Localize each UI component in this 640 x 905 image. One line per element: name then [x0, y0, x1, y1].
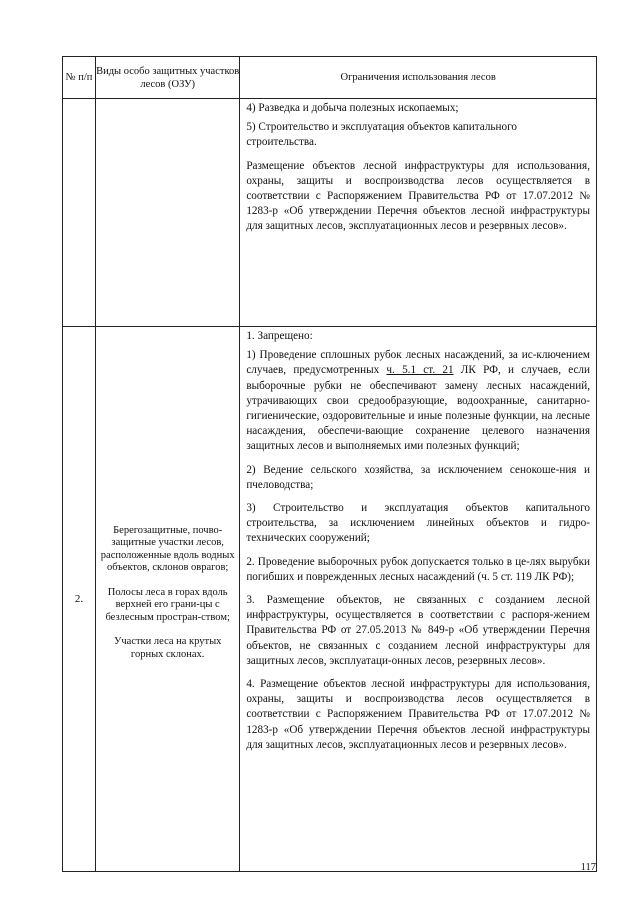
header-num: № п/п	[63, 57, 96, 99]
row2-num: 2.	[63, 327, 96, 872]
restriction-text: 1) Проведение сплошных рубок лесных насаждений, за ис-ключением случаев, предусмотренных	[246, 349, 590, 377]
restriction-text: ЛК РФ, и случаев, если выборочные рубки не обеспечивают замену лесных насаждений, утрачивающих свои средообразующие, водоохранные, санитарно-гигиенические, оздоровительные и иные полезные функции, на лесные насаждения, обеспечи-вающие сохранение целевого назначения защитных лесов и выполняемых ими полезных функций;	[246, 364, 591, 453]
zone-kind: Берегозащитные, почво-защитные участки лесов, расположенные вдоль водных объектов, склонов оврагов;	[100, 524, 235, 574]
restriction-item: 3) Строительство и эксплуатация объектов капитального строительства, за исключением линейных объектов и гидро-технических сооружений;	[246, 502, 590, 545]
restriction-item: 4) Разведка и добыча полезных ископаемых;	[246, 102, 459, 114]
restriction-item: 3. Размещение объектов, не связанных с созданием лесной инфраструктуры, осуществляется в соответствии с распоря-жением Правительства РФ от 27.05.2013 № 849-р «Об утверждении Перечня объектов, не связанных с созданием лесной инфраструктуры для защитных лесов, эксплуатаци-онных лесов, резервных лесов».	[246, 594, 590, 667]
restriction-item: 4. Размещение объектов лесной инфраструктуры для использования, охраны, защиты и воспроизводства лесов осуществляется в соответствии с Распоряжением Правительства РФ от 17.07.2012 № 1283-р «Об утверждении Перечня объектов лесной инфраструктуры для защитных лесов, эксплуатационных лесов и резервных лесов».	[246, 678, 590, 751]
table-row	[63, 99, 597, 327]
row1-num-cell	[63, 99, 96, 327]
zone-kind: Участки леса на крутых горных склонах.	[113, 636, 222, 660]
restriction-item: 2. Проведение выборочных рубок допускается только в це-лях вырубки погибших и поврежденных лесных насаждений (ч. 5 ст. 119 ЛК РФ);	[246, 555, 590, 583]
header-restrictions: Ограничения использования лесов	[240, 57, 597, 99]
row2-restrictions-cell	[240, 327, 597, 872]
row2-kinds-cell	[96, 327, 240, 872]
row1-restrictions-cell	[240, 99, 597, 327]
restriction-item	[246, 348, 590, 454]
restriction-item: 2) Ведение сельского хозяйства, за исключением сенокоше-ния и пчеловодства;	[246, 463, 590, 491]
restriction-item: 5) Строительство и эксплуатация объектов капитального строительства.	[246, 121, 518, 149]
restrictions-table	[62, 56, 597, 872]
row1-kinds-cell	[96, 99, 240, 327]
page-number: 117	[580, 862, 596, 873]
header-kinds: Виды особо защитных участков лесов (ОЗУ)	[96, 57, 240, 99]
table-header-row	[63, 57, 597, 99]
restriction-item: Размещение объектов лесной инфраструктуры для использования, охраны, защиты и воспроизводства лесов осуществляется в соответствии с Распоряжением Правительства РФ от 17.07.2012 № 1283-р «Об утверждении Перечня объектов лесной инфраструктуры для защитных лесов, эксплуатационных лесов и резервных лесов».	[246, 159, 590, 233]
law-reference-link[interactable]: ч. 5.1 ст. 21	[386, 364, 454, 377]
zone-kind: Полосы леса в горах вдоль верхней его грани-цы с безлесным простран-ством;	[105, 586, 230, 623]
table-row	[63, 327, 597, 872]
restriction-title: 1. Запрещено:	[246, 330, 313, 342]
